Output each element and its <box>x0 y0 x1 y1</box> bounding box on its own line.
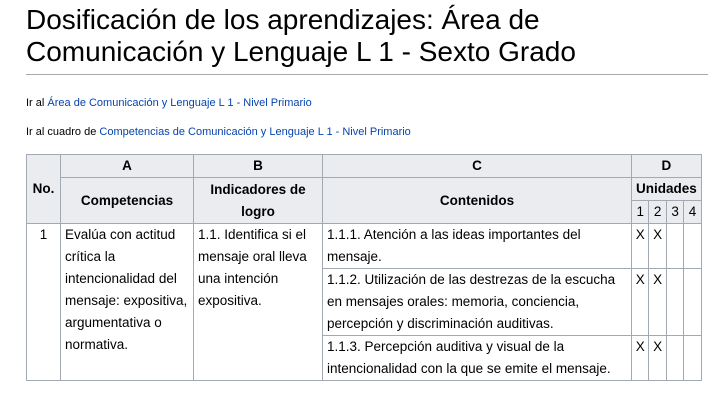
unit-mark <box>666 269 683 336</box>
unit-header: 3 <box>666 201 683 224</box>
unit-mark: X <box>632 224 649 269</box>
competencia-cell: Evalúa con actitud crítica la intencionalidad del mensaje: expositiva, argumentativa o normativa. <box>61 224 194 381</box>
header-competencias: Competencias <box>61 178 194 224</box>
unit-header: 1 <box>632 201 649 224</box>
link-area-comunicacion[interactable]: Área de Comunicación y Lenguaje L 1 - Nivel Primario <box>47 97 312 109</box>
nav-line-competencias <box>26 125 411 139</box>
page-title: Dosificación de los aprendizajes: Área de Comunicación y Lenguaje L 1 - Sexto Grado <box>26 4 576 67</box>
header-letter-a: A <box>61 155 194 178</box>
unit-mark: X <box>649 224 666 269</box>
title-divider <box>26 74 708 75</box>
unit-header: 4 <box>684 201 701 224</box>
unit-mark <box>684 336 701 381</box>
unit-mark <box>666 224 683 269</box>
unit-mark <box>684 269 701 336</box>
unit-mark: X <box>649 336 666 381</box>
unit-mark: X <box>649 269 666 336</box>
dosificacion-table <box>26 154 702 381</box>
unit-mark <box>666 336 683 381</box>
header-letter-c: C <box>323 155 632 178</box>
nav-prefix: Ir al cuadro de <box>26 126 97 138</box>
contenido-cell: 1.1.3. Percepción auditiva y visual de la intencionalidad con la que se emite el mensaje. <box>323 336 632 381</box>
link-competencias[interactable]: Competencias de Comunicación y Lenguaje L 1 - Nivel Primario <box>99 126 411 138</box>
header-letter-b: B <box>194 155 323 178</box>
unit-mark: X <box>632 269 649 336</box>
nav-line-area <box>26 96 312 110</box>
header-unidades: Unidades <box>632 178 702 201</box>
table-row <box>27 224 702 269</box>
header-letter-d: D <box>632 155 702 178</box>
contenido-cell: 1.1.1. Atención a las ideas importantes del mensaje. <box>323 224 632 269</box>
header-contenidos: Contenidos <box>323 178 632 224</box>
row-number: 1 <box>27 224 61 381</box>
unit-header: 2 <box>649 201 666 224</box>
indicador-cell: 1.1. Identifica si el mensaje oral lleva una intención expositiva. <box>194 224 323 381</box>
header-no: No. <box>27 155 61 224</box>
header-indicadores: Indicadores de logro <box>194 178 323 224</box>
nav-prefix: Ir al <box>26 97 45 109</box>
contenido-cell: 1.1.2. Utilización de las destrezas de la escucha en mensajes orales: memoria, conciencia, percepción y discriminación auditivas. <box>323 269 632 336</box>
unit-mark: X <box>632 336 649 381</box>
unit-mark <box>684 224 701 269</box>
